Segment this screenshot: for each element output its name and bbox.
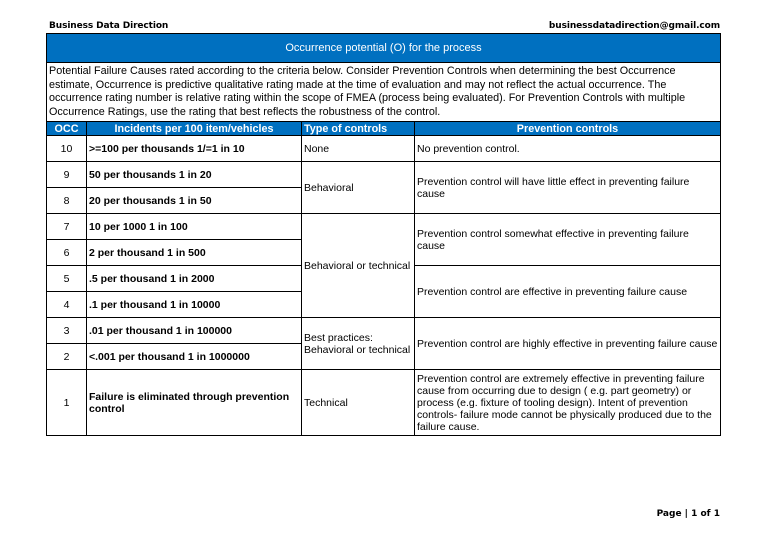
incidents-value: Failure is eliminated through prevention control: [87, 370, 302, 436]
table-description: Potential Failure Causes rated according to the criteria below. Consider Prevention Controls when determining the best Occurrence estimate, Occurrence is predictive qualitative rating made at the time of evaluation and may not reflect the actual occurrence. The occurrence rating number is relative rating within the scope of FMEA (process being evaluated). For Prevention Controls with multiple Occurrence Ratings, use the rating that best reflects the robustness of the control.: [47, 63, 721, 122]
col-header-prevention: Prevention controls: [415, 122, 721, 136]
incidents-value: 2 per thousand 1 in 500: [87, 240, 302, 266]
occ-value: 6: [47, 240, 87, 266]
description-row: [47, 63, 721, 122]
control-type: None: [302, 136, 415, 162]
prevention-control: Prevention control are effective in preventing failure cause: [415, 266, 721, 318]
control-type: Best practices: Behavioral or technical: [302, 318, 415, 370]
col-header-occ: OCC: [47, 122, 87, 136]
table-row: [47, 136, 721, 162]
table-row: [47, 162, 721, 188]
prevention-control: Prevention control will have little effect in preventing failure cause: [415, 162, 721, 214]
control-type: Behavioral or technical: [302, 214, 415, 318]
occ-value: 10: [47, 136, 87, 162]
prevention-control: Prevention control are extremely effective in preventing failure cause from occurring due to design ( e.g. part geometry) or process (e.g. fixture of tooling design). Intent of prevention controls- failure mode cannot be physically produced due to the failure cause.: [415, 370, 721, 436]
table-row: [47, 318, 721, 344]
prevention-control: Prevention control somewhat effective in preventing failure cause: [415, 214, 721, 266]
table-row: [47, 370, 721, 436]
page-number: Page | 1 of 1: [656, 509, 720, 519]
incidents-value: 50 per thousands 1 in 20: [87, 162, 302, 188]
incidents-value: .5 per thousand 1 in 2000: [87, 266, 302, 292]
occ-value: 5: [47, 266, 87, 292]
incidents-value: .01 per thousand 1 in 100000: [87, 318, 302, 344]
table-title-row: [47, 34, 721, 63]
prevention-control: Prevention control are highly effective in preventing failure cause: [415, 318, 721, 370]
occ-value: 3: [47, 318, 87, 344]
occ-value: 2: [47, 344, 87, 370]
control-type: Behavioral: [302, 162, 415, 214]
occ-value: 9: [47, 162, 87, 188]
occ-value: 8: [47, 188, 87, 214]
incidents-value: <.001 per thousand 1 in 1000000: [87, 344, 302, 370]
table-title: Occurrence potential (O) for the process: [47, 34, 721, 63]
col-header-incidents: Incidents per 100 item/vehicles: [87, 122, 302, 136]
prevention-control: No prevention control.: [415, 136, 721, 162]
incidents-value: >=100 per thousands 1/=1 in 10: [87, 136, 302, 162]
incidents-value: 10 per 1000 1 in 100: [87, 214, 302, 240]
incidents-value: .1 per thousand 1 in 10000: [87, 292, 302, 318]
company-name: Business Data Direction: [49, 21, 169, 31]
col-header-type: Type of controls: [302, 122, 415, 136]
occurrence-table: [46, 33, 721, 436]
occ-value: 1: [47, 370, 87, 436]
control-type: Technical: [302, 370, 415, 436]
occurrence-table-container: [46, 33, 720, 436]
incidents-value: 20 per thousands 1 in 50: [87, 188, 302, 214]
table-row: [47, 214, 721, 240]
column-header-row: [47, 122, 721, 136]
occ-value: 7: [47, 214, 87, 240]
occ-value: 4: [47, 292, 87, 318]
contact-email: businessdatadirection@gmail.com: [548, 21, 720, 31]
